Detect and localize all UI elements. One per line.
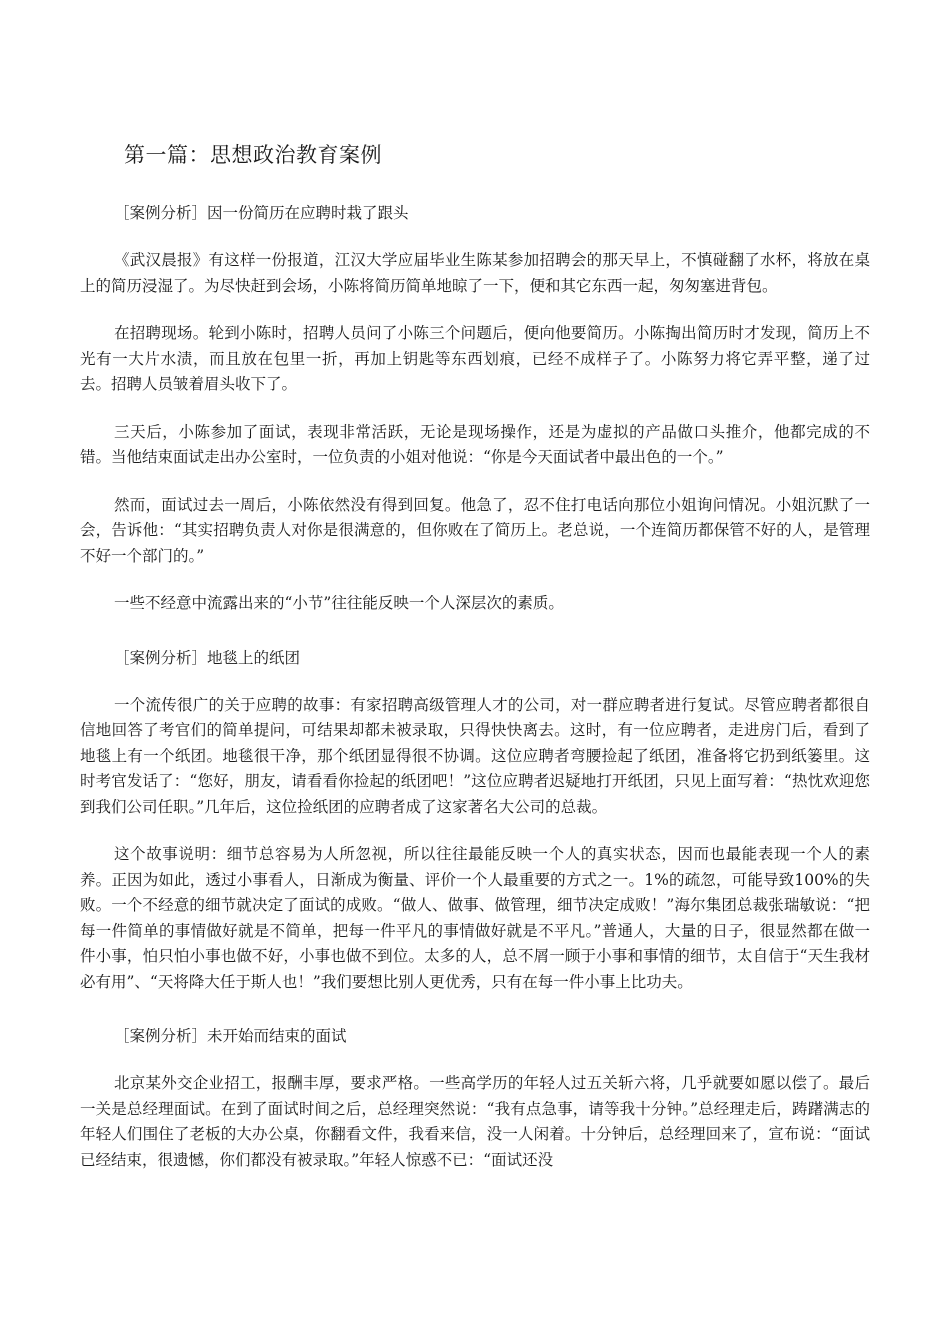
paragraph: 一个流传很广的关于应聘的故事：有家招聘高级管理人才的公司，对一群应聘者进行复试。尽管应聘者都很自信地回答了考官们的简单提问，可结果却都未被录取，只得快快离去。这时，有一位应聘者，走进房门后，看到了地毯上有一个纸团。地毯很干净，那个纸团显得很不协调。这位应聘者弯腰捡起了纸团，准备将它扔到纸篓里。这时考官发话了：“您好，朋友，请看看你捡起的纸团吧！”这位应聘者迟疑地打开纸团，只见上面写着：“热忱欢迎您到我们公司任职。”几年后，这位捡纸团的应聘者成了这家著名大公司的总裁。 [80,695,870,816]
paragraph: 这个故事说明：细节总容易为人所忽视，所以往往最能反映一个人的真实状态，因而也最能表现一个人的素养。正因为如此，透过小事看人，日渐成为衡量、评价一个人最重要的方式之一。1%的疏忽，可能导致100%的失败。一个不经意的细节就决定了面试的成败。“做人、做事、做管理，细节决定成败！”海尔集团总裁张瑞敏说：“把每一件简单的事情做好就是不简单，把每一件平凡的事情做好就是不平凡。”普通人，大量的日子，很显然都在做一件小事，怕只怕小事也做不好，小事也做不到位。太多的人，总不屑一顾于小事和事情的细节，太自信于“天生我材必有用”、“天将降大任于斯人也！”我们要想比别人更优秀，只有在每一件小事上比功夫。 [80,845,870,991]
paragraph: 然而，面试过去一周后，小陈依然没有得到回复。他急了，忍不住打电话向那位小姐询问情况。小姐沉默了一会，告诉他：“其实招聘负责人对你是很满意的，但你败在了简历上。老总说，一个连简历都保管不好的人，是管理不好一个部门的。” [80,495,870,565]
paragraph: 《武汉晨报》有这样一份报道，江汉大学应届毕业生陈某参加招聘会的那天早上，不慎碰翻了水杯，将放在桌上的简历浸湿了。为尽快赶到会场，小陈将简历简单地晾了一下，便和其它东西一起，匆匆塞进背包。 [80,251,870,295]
section-heading: ［案例分析］因一份简历在应聘时栽了跟头 [114,204,409,222]
case-section-1 [80,200,870,617]
case-section-3 [80,1023,870,1173]
case-section-2 [80,645,870,996]
paragraph: 一些不经意中流露出来的“小节”往往能反映一个人深层次的素质。 [114,594,564,612]
document-title: 第一篇：思想政治教育案例 [124,143,382,167]
section-heading: ［案例分析］未开始而结束的面试 [114,1027,347,1045]
paragraph: 北京某外交企业招工，报酬丰厚，要求严格。一些高学历的年轻人过五关斩六将，几乎就要如愿以偿了。最后一关是总经理面试。在到了面试时间之后，总经理突然说：“我有点急事，请等我十分钟。”总经理走后，踌躇满志的年轻人们围住了老板的大办公桌，你翻看文件，我看来信，没一人闲着。十分钟后，总经理回来了，宣布说：“面试已经结束，很遗憾，你们都没有被录取。”年轻人惊惑不已：“面试还没 [80,1074,870,1169]
paragraph: 三天后，小陈参加了面试，表现非常活跃，无论是现场操作，还是为虚拟的产品做口头推介，他都完成的不错。当他结束面试走出办公室时，一位负责的小姐对他说：“你是今天面试者中最出色的一个。” [80,422,870,466]
paragraph: 在招聘现场。轮到小陈时，招聘人员问了小陈三个问题后，便向他要简历。小陈掏出简历时才发现，简历上不光有一大片水渍，而且放在包里一折，再加上钥匙等东西划痕，已经不成样子了。小陈努力将它弄平整，递了过去。招聘人员皱着眉头收下了。 [80,324,870,393]
section-heading: ［案例分析］地毯上的纸团 [114,648,301,667]
